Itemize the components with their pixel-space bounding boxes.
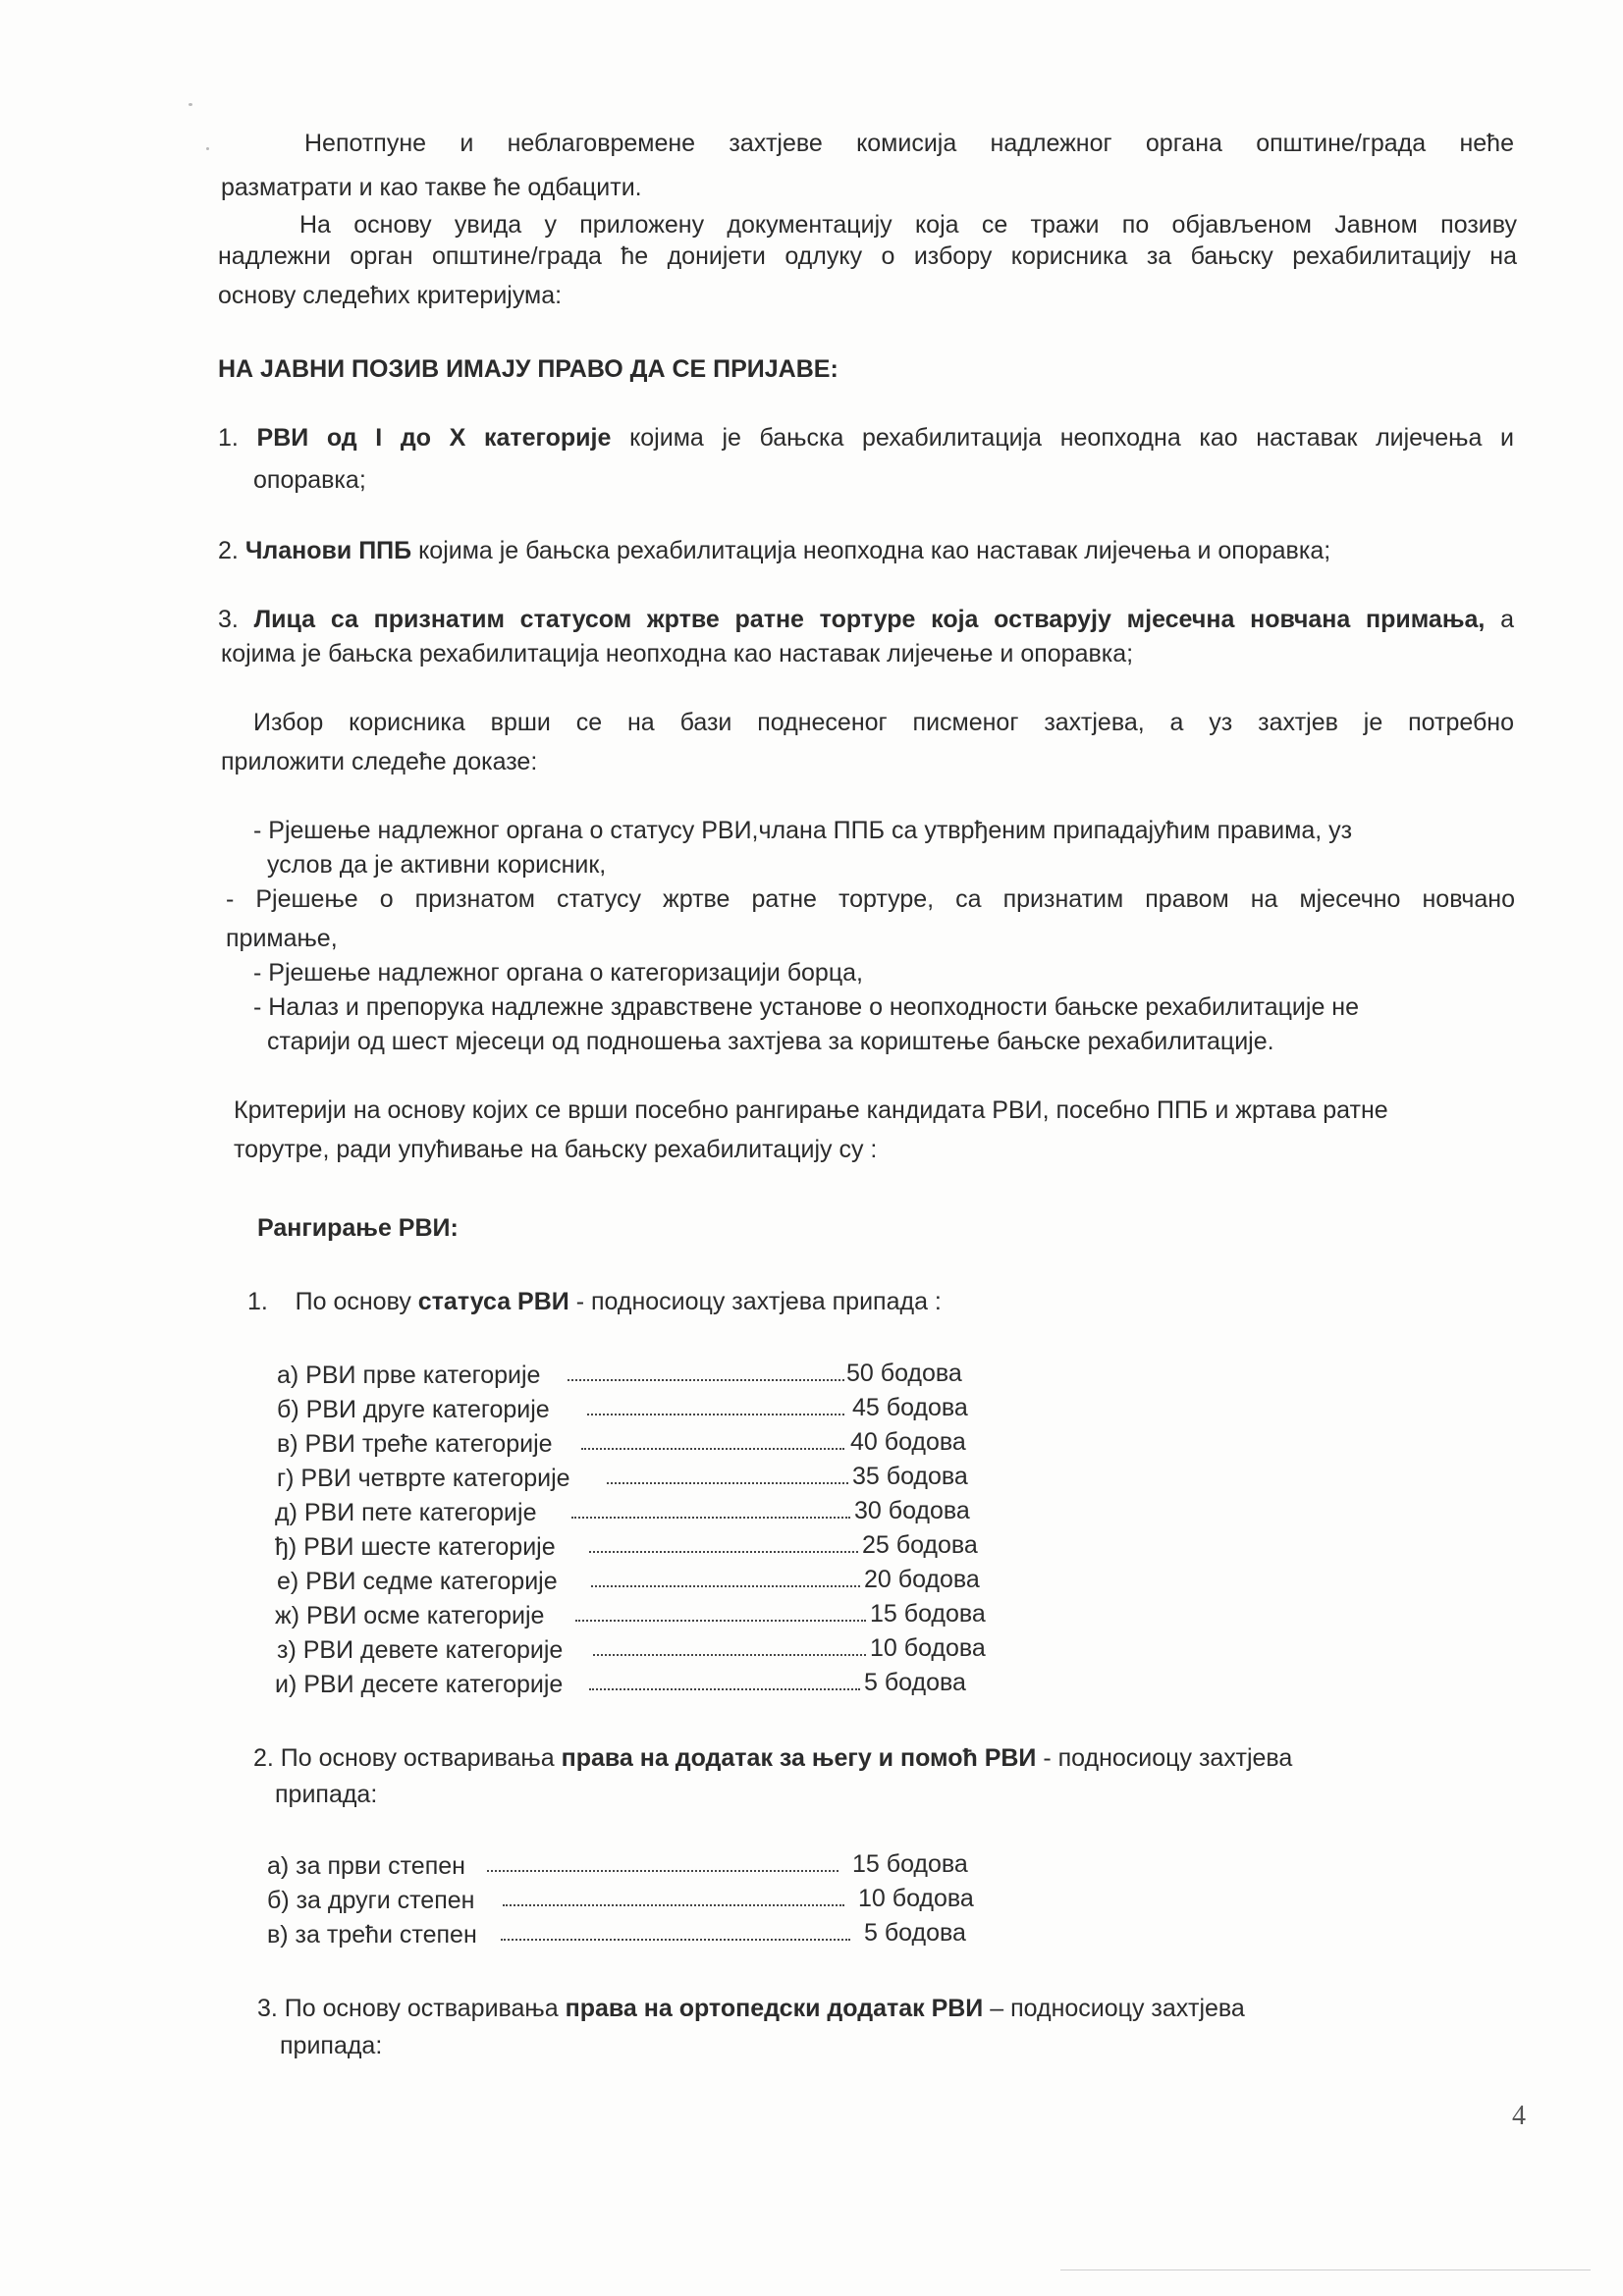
points-label: ђ) РВИ шесте категорије bbox=[275, 1533, 556, 1561]
points-row bbox=[275, 1600, 544, 1632]
eligibility-item-3-number: 3. bbox=[218, 606, 239, 633]
evidence-item-4-line-1: - Налаз и препорука надлежне здравствене установе о неопходности бањске рехабилитације не bbox=[253, 993, 1360, 1021]
points-label: д) РВИ пете категорије bbox=[275, 1499, 537, 1526]
selection-line-1: Избор корисника врши се на бази поднесеног писменог захтјева, а уз захтјев је потребно bbox=[253, 709, 1514, 736]
points-label: в) РВИ треће категорије bbox=[277, 1430, 553, 1458]
points-row bbox=[275, 1497, 536, 1529]
section-3-post: – подносиоцу захтјева bbox=[990, 1995, 1245, 2022]
section-3-line-2: припада: bbox=[280, 2032, 383, 2059]
dot-leader bbox=[593, 1654, 866, 1656]
points-row bbox=[267, 1919, 477, 1951]
points-label: в) за трећи степен bbox=[267, 1921, 477, 1949]
eligibility-heading: НА ЈАВНИ ПОЗИВ ИМАЈУ ПРАВО ДА СЕ ПРИЈАВЕ: bbox=[218, 355, 839, 383]
points-value: 50 бодова bbox=[846, 1360, 962, 1387]
eligibility-item-2 bbox=[218, 535, 1330, 567]
dot-leader bbox=[607, 1482, 848, 1484]
footer-divider bbox=[1060, 2269, 1591, 2270]
points-value: 20 бодова bbox=[864, 1566, 980, 1593]
eligibility-item-3-line-1 bbox=[218, 604, 1514, 636]
section-2-bold: права на додатак за његу и помоћ РВИ bbox=[561, 1744, 1037, 1772]
points-value: 15 бодова bbox=[852, 1850, 968, 1878]
dot-leader bbox=[575, 1620, 866, 1622]
scan-speck bbox=[206, 147, 209, 150]
section-3-heading bbox=[257, 1993, 1245, 2025]
points-row bbox=[267, 1885, 474, 1917]
points-value: 5 бодова bbox=[864, 1669, 966, 1696]
eligibility-item-3-bold: Лица са признатим статусом жртве ратне тортуре која остварују мјесечна новчана примања, bbox=[253, 606, 1486, 633]
eligibility-item-1-line-2: опоравка; bbox=[253, 466, 366, 494]
intro-paragraph-2-line-2: надлежни орган општине/града ће донијети одлуку о избору корисника за бањску рехабилитацију на bbox=[218, 242, 1517, 270]
section-2-post: - подносиоцу захтјева bbox=[1043, 1744, 1293, 1772]
section-1-heading bbox=[247, 1286, 942, 1318]
points-label: з) РВИ девете категорије bbox=[277, 1636, 564, 1664]
points-row bbox=[277, 1394, 550, 1426]
section-1-number: 1. bbox=[247, 1288, 268, 1315]
section-1-post: - подносиоцу захтјева припада : bbox=[575, 1288, 942, 1315]
evidence-item-3: - Рјешење надлежног органа о категоризацији борца, bbox=[253, 959, 863, 987]
points-label: е) РВИ седме категорије bbox=[277, 1568, 558, 1595]
section-1-bold: статуса РВИ bbox=[417, 1288, 569, 1315]
criteria-line-1: Критерији на основу којих се врши посебно рангирање кандидата РВИ, посебно ППБ и жртава ратне bbox=[234, 1096, 1388, 1124]
eligibility-item-1-line-1 bbox=[218, 422, 1514, 454]
eligibility-item-2-rest: којима је бањска рехабилитација неопходна као наставак лијечења и опоравка; bbox=[418, 537, 1331, 564]
dot-leader bbox=[487, 1870, 839, 1872]
intro-paragraph-1-line-1: Непотпуне и неблаговремене захтјеве комисија надлежног органа општине/града неће bbox=[304, 130, 1514, 157]
dot-leader bbox=[589, 1688, 860, 1690]
points-row bbox=[277, 1634, 563, 1667]
evidence-item-4-line-2: старији од шест мјесеци од подношења захтјева за кориштење бањске рехабилитације. bbox=[267, 1028, 1274, 1055]
section-2-pre: 2. По основу остваривања bbox=[253, 1744, 555, 1772]
points-row bbox=[267, 1850, 465, 1883]
section-3-bold: права на ортопедски додатак РВИ bbox=[565, 1995, 984, 2022]
dot-leader bbox=[568, 1379, 844, 1381]
dot-leader bbox=[501, 1939, 850, 1941]
eligibility-item-3-line-2: којима је бањска рехабилитација неопходна као наставак лијечење и опоравка; bbox=[221, 640, 1134, 667]
ranking-subheading: Рангирање РВИ: bbox=[257, 1214, 459, 1242]
criteria-line-2: торутре, ради упућивање на бањску рехабилитацију су : bbox=[234, 1136, 878, 1163]
points-value: 10 бодова bbox=[870, 1634, 986, 1662]
points-label: г) РВИ четврте категорије bbox=[277, 1465, 570, 1492]
dot-leader bbox=[581, 1448, 844, 1450]
points-row bbox=[275, 1531, 556, 1564]
points-value: 40 бодова bbox=[850, 1428, 966, 1456]
evidence-item-2-line-1: - Рјешење о признатом статусу жртве ратне тортуре, са признатим правом на мјесечно новчано bbox=[226, 885, 1515, 913]
intro-paragraph-2-line-3: основу следећих критеријума: bbox=[218, 282, 563, 309]
points-value: 15 бодова bbox=[870, 1600, 986, 1628]
intro-paragraph-2-line-1: На основу увида у приложену документацију која се тражи по објављеном Јавном позиву bbox=[299, 211, 1517, 239]
points-label: и) РВИ десете категорије bbox=[275, 1671, 564, 1698]
evidence-item-1-line-1: - Рјешење надлежног органа о статусу РВИ,члана ППБ са утврђеним припадајућим правима, уз bbox=[253, 817, 1353, 844]
section-3-pre: 3. По основу остваривања bbox=[257, 1995, 559, 2022]
points-value: 35 бодова bbox=[852, 1463, 968, 1490]
page-number: 4 bbox=[1512, 2101, 1526, 2131]
scan-speck bbox=[189, 103, 192, 106]
points-label: а) РВИ прве категорије bbox=[277, 1362, 541, 1389]
points-value: 30 бодова bbox=[854, 1497, 970, 1524]
points-value: 5 бодова bbox=[864, 1919, 966, 1947]
dot-leader bbox=[571, 1517, 850, 1519]
eligibility-item-1-rest: којима је бањска рехабилитација неопходна као наставак лијечења и bbox=[629, 424, 1515, 452]
dot-leader bbox=[503, 1904, 844, 1906]
dot-leader bbox=[589, 1551, 858, 1553]
points-row bbox=[277, 1463, 570, 1495]
dot-leader bbox=[587, 1414, 844, 1415]
section-2-line-2: припада: bbox=[275, 1781, 378, 1808]
eligibility-item-1-number: 1. bbox=[218, 424, 239, 452]
points-row bbox=[275, 1669, 563, 1701]
eligibility-item-2-bold: Чланови ППБ bbox=[244, 537, 412, 564]
selection-line-2: приложити следеће доказе: bbox=[221, 748, 538, 775]
eligibility-item-2-number: 2. bbox=[218, 537, 239, 564]
points-row bbox=[277, 1566, 558, 1598]
eligibility-item-1-bold: РВИ од I до X категорије bbox=[256, 424, 612, 452]
evidence-item-1-line-2: услов да је активни корисник, bbox=[267, 851, 607, 879]
points-label: б) за други степен bbox=[267, 1887, 475, 1914]
dot-leader bbox=[591, 1585, 860, 1587]
intro-paragraph-1-line-2: разматрати и као такве ће одбацити. bbox=[221, 174, 642, 201]
section-2-heading bbox=[253, 1742, 1292, 1775]
points-row bbox=[277, 1428, 553, 1461]
points-label: а) за први степен bbox=[267, 1852, 465, 1880]
points-value: 45 бодова bbox=[852, 1394, 968, 1421]
section-1-pre: По основу bbox=[295, 1288, 411, 1315]
points-value: 25 бодова bbox=[862, 1531, 978, 1559]
points-value: 10 бодова bbox=[858, 1885, 974, 1912]
points-label: ж) РВИ осме категорије bbox=[275, 1602, 545, 1629]
eligibility-item-3-rest: а bbox=[1500, 606, 1514, 633]
points-row bbox=[277, 1360, 540, 1392]
evidence-item-2-line-2: примање, bbox=[226, 925, 338, 952]
points-label: б) РВИ друге категорије bbox=[277, 1396, 550, 1423]
